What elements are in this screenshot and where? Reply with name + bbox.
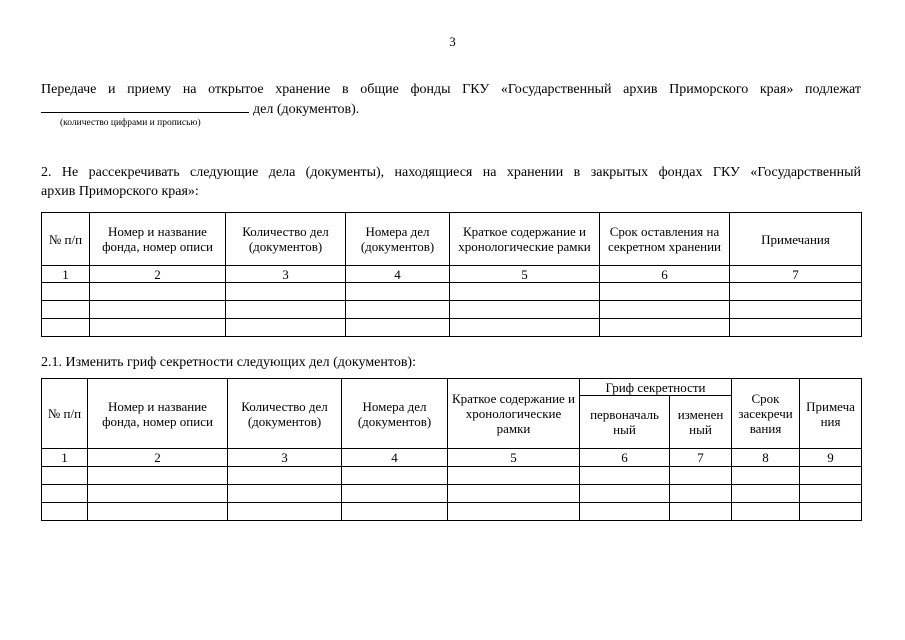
table-cell[interactable] (670, 485, 732, 503)
table-cell[interactable] (42, 467, 88, 485)
table-cell[interactable] (226, 301, 346, 319)
table-cell[interactable] (730, 319, 862, 337)
col-header-fund: Номер и название фонда, номер описи (88, 379, 228, 449)
after-blank-text: дел (документов). (253, 102, 360, 117)
table-cell[interactable] (732, 503, 800, 521)
col-header-numbers: Номера дел (документов) (346, 213, 450, 266)
table-cell[interactable] (600, 301, 730, 319)
col-number: 8 (732, 449, 800, 467)
table-cell[interactable] (88, 467, 228, 485)
table-cell[interactable] (226, 319, 346, 337)
col-number: 2 (88, 449, 228, 467)
table-cell[interactable] (450, 301, 600, 319)
table-cell[interactable] (90, 319, 226, 337)
table-cell[interactable] (42, 301, 90, 319)
declassify-line-1: 2. Не рассекречивать следующие дела (документы), находящиеся на хранении в закрытых фондах ГКУ «Государственный (41, 165, 861, 180)
col-header-summary: Краткое содержание и хронологические рамки (448, 379, 580, 449)
table-cell[interactable] (800, 467, 862, 485)
table-cell[interactable] (580, 467, 670, 485)
table-cell[interactable] (342, 485, 448, 503)
col-header-no: № п/п (42, 379, 88, 449)
table-cell[interactable] (228, 503, 342, 521)
table-row (42, 301, 862, 319)
table-cell[interactable] (600, 283, 730, 301)
table-cell[interactable] (228, 467, 342, 485)
table-cell[interactable] (450, 283, 600, 301)
table-row (42, 485, 862, 503)
col-number: 5 (450, 266, 600, 283)
col-number: 3 (226, 266, 346, 283)
table-cell[interactable] (732, 485, 800, 503)
table-cell[interactable] (730, 301, 862, 319)
declassify-line-2: архив Приморского края»: (41, 184, 199, 199)
col-number: 4 (346, 266, 450, 283)
table-cell[interactable] (800, 503, 862, 521)
col-number: 3 (228, 449, 342, 467)
table-header-row (42, 379, 862, 396)
col-header-term: Срок засекречи вания (732, 379, 800, 449)
col-header-grif: Гриф секретности (580, 379, 732, 396)
transfer-paragraph: Передаче и приему на открытое хранение в общие фонды ГКУ «Государственный архив Приморского края» подлежат (41, 82, 861, 97)
table-cell[interactable] (342, 467, 448, 485)
fill-in-blank[interactable] (41, 99, 249, 113)
section-2-1-heading: 2.1. Изменить гриф секретности следующих дел (документов): (41, 355, 416, 370)
table-cell[interactable] (346, 283, 450, 301)
col-header-no: № п/п (42, 213, 90, 266)
col-number: 4 (342, 449, 448, 467)
table-cell[interactable] (42, 503, 88, 521)
table-cell[interactable] (670, 503, 732, 521)
col-number: 7 (670, 449, 732, 467)
col-header-term: Срок оставления на секретном хранении (600, 213, 730, 266)
change-grif-table (41, 378, 862, 521)
col-number: 6 (600, 266, 730, 283)
col-number: 7 (730, 266, 862, 283)
table-cell[interactable] (88, 485, 228, 503)
table-cell[interactable] (580, 503, 670, 521)
column-numbers-row (42, 449, 862, 467)
col-header-grif-initial: первоначаль ный (580, 396, 670, 449)
page-number: 3 (449, 34, 456, 49)
col-header-notes: Примеча ния (800, 379, 862, 449)
col-header-fund: Номер и название фонда, номер описи (90, 213, 226, 266)
column-numbers-row (42, 266, 862, 283)
col-number: 1 (42, 266, 90, 283)
table-cell[interactable] (448, 467, 580, 485)
table-cell[interactable] (670, 467, 732, 485)
table-cell[interactable] (346, 319, 450, 337)
table-cell[interactable] (342, 503, 448, 521)
table-cell[interactable] (800, 485, 862, 503)
col-header-grif-changed: изменен ный (670, 396, 732, 449)
table-cell[interactable] (90, 301, 226, 319)
table-cell[interactable] (42, 283, 90, 301)
table-cell[interactable] (42, 485, 88, 503)
col-header-summary: Краткое содержание и хронологические рамки (450, 213, 600, 266)
col-number: 5 (448, 449, 580, 467)
count-blank-line (41, 99, 359, 119)
col-number: 9 (800, 449, 862, 467)
col-header-numbers: Номера дел (документов) (342, 379, 448, 449)
col-header-notes: Примечания (730, 213, 862, 266)
blank-caption: (количество цифрами и прописью) (60, 118, 201, 128)
table-row (42, 467, 862, 485)
table-row (42, 503, 862, 521)
table-cell[interactable] (88, 503, 228, 521)
keep-secret-table (41, 212, 862, 337)
table-cell[interactable] (42, 319, 90, 337)
table-header-row (42, 213, 862, 266)
col-header-count: Количество дел (документов) (228, 379, 342, 449)
col-header-count: Количество дел (документов) (226, 213, 346, 266)
table-cell[interactable] (228, 485, 342, 503)
table-cell[interactable] (600, 319, 730, 337)
table-cell[interactable] (580, 485, 670, 503)
col-number: 1 (42, 449, 88, 467)
table-row (42, 283, 862, 301)
col-number: 2 (90, 266, 226, 283)
table-cell[interactable] (732, 467, 800, 485)
table-cell[interactable] (450, 319, 600, 337)
table-cell[interactable] (90, 283, 226, 301)
table-cell[interactable] (346, 301, 450, 319)
table-row (42, 319, 862, 337)
col-number: 6 (580, 449, 670, 467)
table-cell[interactable] (448, 485, 580, 503)
declassify-paragraph (41, 163, 861, 201)
table-cell[interactable] (226, 283, 346, 301)
table-cell[interactable] (730, 283, 862, 301)
table-cell[interactable] (448, 503, 580, 521)
